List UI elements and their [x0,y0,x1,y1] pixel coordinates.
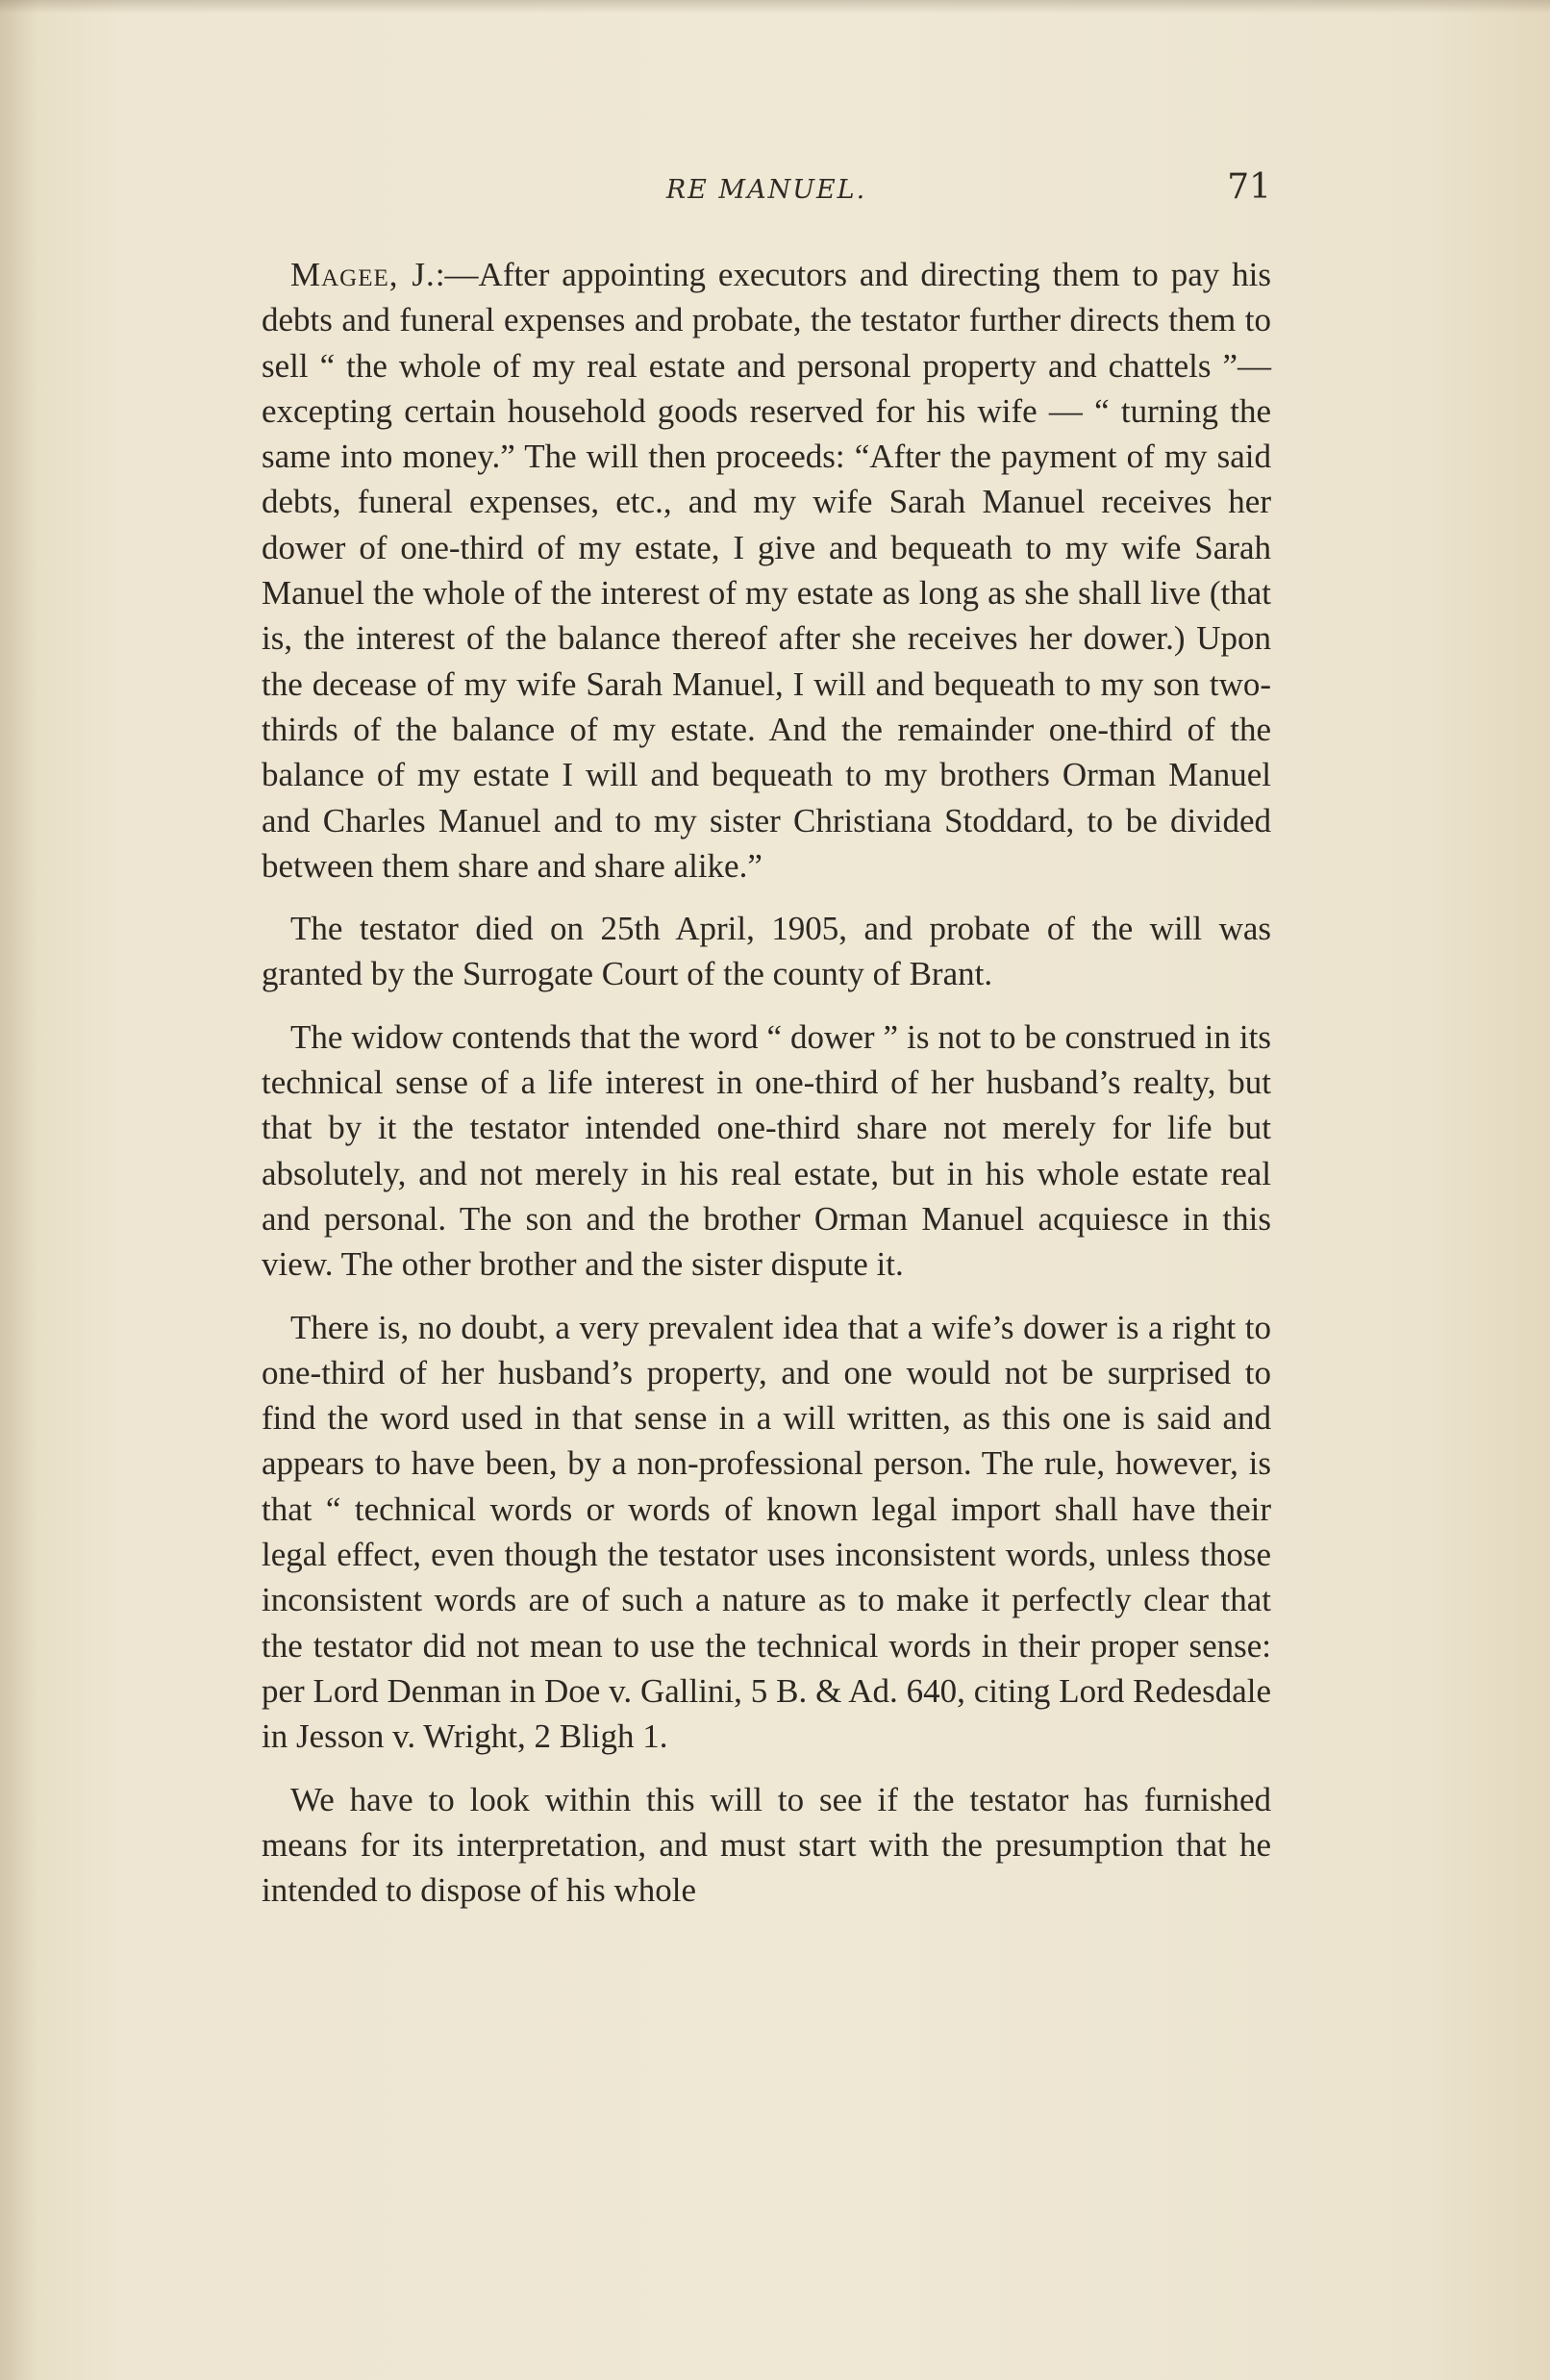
page-header [262,162,1271,219]
paragraph-3: The widow contends that the word “ dower ” is not to be construed in its technical sense of a life interest in one-third of her husband’s realty, but that by it the testator intended one-third share not merely for life but absolutely, and not merely in his real estate, but in his whole estate real and personal. The son and the brother Orman Manuel acquiesce in this view. The other brother and the sister dispute it. [262,1017,1271,1284]
paragraph-4: There is, no doubt, a very prevalent idea that a wife’s dower is a right to one-third of her husband’s property, and one would not be surprised to find the word used in that sense in a will written, as this one is said and appears to have been, by a non-professional person. The rule, however, is that “ technical words or words of known legal import shall have their legal effect, even though the testator uses inconsistent words, unless those inconsistent words are of such a nature as to make it perfectly clear that the testator did not mean to use the technical words in their proper sense: per Lord Denman in Doe v. Gallini, 5 B. & Ad. 640, citing Lord Redesdale in Jesson v. Wright, 2 Bligh 1. [262,1308,1271,1756]
running-head: RE MANUEL. [665,175,867,205]
judge-name: Magee, J. [290,256,436,293]
page-top-edge [0,0,1550,13]
page-number: 71 [1227,167,1271,207]
paragraph-5: We have to look within this will to see if the testator has furnished means for its interpretation, and must start with the presumption that he intended to dispose of his whole [262,1780,1271,1910]
page-gutter-shadow [0,0,38,2380]
paragraph-1-text: :—After appointing executors and directing them to pay his debts and funeral expenses and probate, the testator further directs them to sell “ the whole of my real estate and personal property and chattels ”—excepting certain household goods reserved for his wife — “ turning the same into money.” The will then proceeds: “After the payment of my said debts, funeral expenses, etc., and my wife Sarah Manuel receives her dower of one-third of my estate, I give and bequeath to my wife Sarah Manuel the whole of the interest of my estate as long as she shall live (that is, the interest of the balance thereof after she receives her dower.) Upon the decease of my wife Sarah Manuel, I will and bequeath to my son two-thirds of the balance of my estate. And the remainder one-third of the balance of my estate I will and bequeath to my brothers Orman Manuel and Charles Manuel and to my sister Christiana Stoddard, to be divided between them share and share alike.” [262,256,1271,885]
paragraph-2: The testator died on 25th April, 1905, and probate of the will was granted by the Surrogate Court of the county of Brant. [262,910,1271,993]
body-text [262,252,1271,1930]
paragraph-1 [262,252,1271,889]
